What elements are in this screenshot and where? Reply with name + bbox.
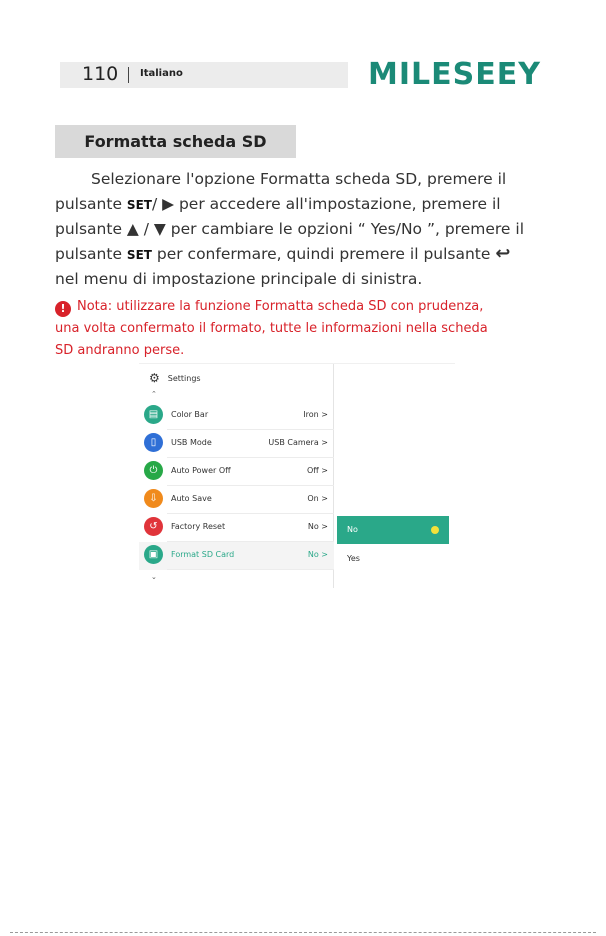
menu-row-label: Factory Reset bbox=[171, 522, 226, 531]
note-text: Nota: utilizzare la funzione Formatta scheda SD con prudenza, bbox=[77, 299, 484, 314]
instructions-line: Selezionare l'opzione Formatta scheda SD, premere il bbox=[91, 170, 507, 188]
menu-row-label: Auto Power Off bbox=[171, 466, 231, 475]
note-line: una volta confermato il formato, tutte le informazioni nella scheda bbox=[55, 321, 488, 336]
instructions-line bbox=[55, 242, 555, 268]
menu-row-label: Auto Save bbox=[171, 494, 212, 503]
brand-logo: MILESEEY bbox=[368, 57, 541, 92]
power-icon: ⏻ bbox=[144, 461, 163, 480]
settings-header bbox=[149, 371, 201, 389]
usb-icon: ▯ bbox=[144, 433, 163, 452]
menu-row-value: No > bbox=[307, 550, 328, 559]
selected-dot-icon bbox=[431, 526, 439, 534]
header-separator bbox=[128, 67, 129, 83]
warning-icon: ! bbox=[55, 301, 71, 317]
chevron-down-icon: ⌄ bbox=[151, 573, 157, 581]
sd-card-icon: ▣ bbox=[144, 545, 163, 564]
set-key-label: SET bbox=[126, 197, 152, 212]
color-bar-icon: ▤ bbox=[144, 405, 163, 424]
menu-row-label: Format SD Card bbox=[171, 550, 235, 559]
set-key-label: SET bbox=[126, 247, 152, 262]
settings-menu bbox=[139, 364, 334, 588]
menu-row-format-sd-card bbox=[139, 542, 334, 570]
back-arrow-icon: ↩ bbox=[495, 242, 511, 264]
instructions-line: pulsante ▲ / ▼ per cambiare le opzioni “ Yes/No ”, premere il bbox=[55, 220, 524, 238]
section-title-box bbox=[55, 125, 296, 158]
instructions-text: / ▶ per accedere all'impostazione, premere il bbox=[151, 194, 501, 213]
menu-row-color-bar bbox=[139, 402, 334, 430]
menu-row-value: USB Camera > bbox=[268, 438, 328, 447]
section-title: Formatta scheda SD bbox=[84, 132, 267, 151]
submenu-option-label: No bbox=[347, 525, 358, 534]
settings-title: Settings bbox=[167, 374, 201, 383]
page-bottom-border bbox=[10, 932, 596, 933]
menu-row-auto-save bbox=[139, 486, 334, 514]
instructions-text: per confermare, quindi premere il pulsante bbox=[151, 244, 496, 263]
menu-row-label: USB Mode bbox=[171, 438, 212, 447]
menu-row-usb-mode bbox=[139, 430, 334, 458]
instructions-text: pulsante bbox=[55, 194, 127, 213]
reset-icon: ↺ bbox=[144, 517, 163, 536]
language-label: Italiano bbox=[140, 68, 183, 79]
warning-note bbox=[55, 296, 555, 362]
instructions-text: pulsante bbox=[55, 244, 127, 263]
menu-row-label: Color Bar bbox=[171, 410, 209, 419]
note-line: SD andranno perse. bbox=[55, 343, 185, 358]
menu-row-value: No > bbox=[307, 522, 328, 531]
instructions-line bbox=[55, 192, 555, 218]
gear-icon: ⚙ bbox=[149, 371, 160, 385]
row-divider bbox=[167, 569, 334, 570]
menu-row-value: On > bbox=[307, 494, 328, 503]
menu-row-value: Iron > bbox=[303, 410, 328, 419]
instructions-line: nel menu di impostazione principale di sinistra. bbox=[55, 270, 423, 288]
instructions-paragraph bbox=[55, 167, 555, 292]
chevron-up-icon: ⌃ bbox=[151, 390, 157, 398]
device-settings-screenshot bbox=[139, 363, 455, 587]
menu-row-factory-reset bbox=[139, 514, 334, 542]
menu-row-value: Off > bbox=[306, 466, 328, 475]
page-number: 110 bbox=[82, 63, 119, 85]
menu-row-auto-power-off bbox=[139, 458, 334, 486]
note-line bbox=[55, 296, 555, 318]
submenu-option: Yes bbox=[347, 554, 360, 563]
save-icon: ⇩ bbox=[144, 489, 163, 508]
submenu-option-selected bbox=[337, 516, 449, 544]
